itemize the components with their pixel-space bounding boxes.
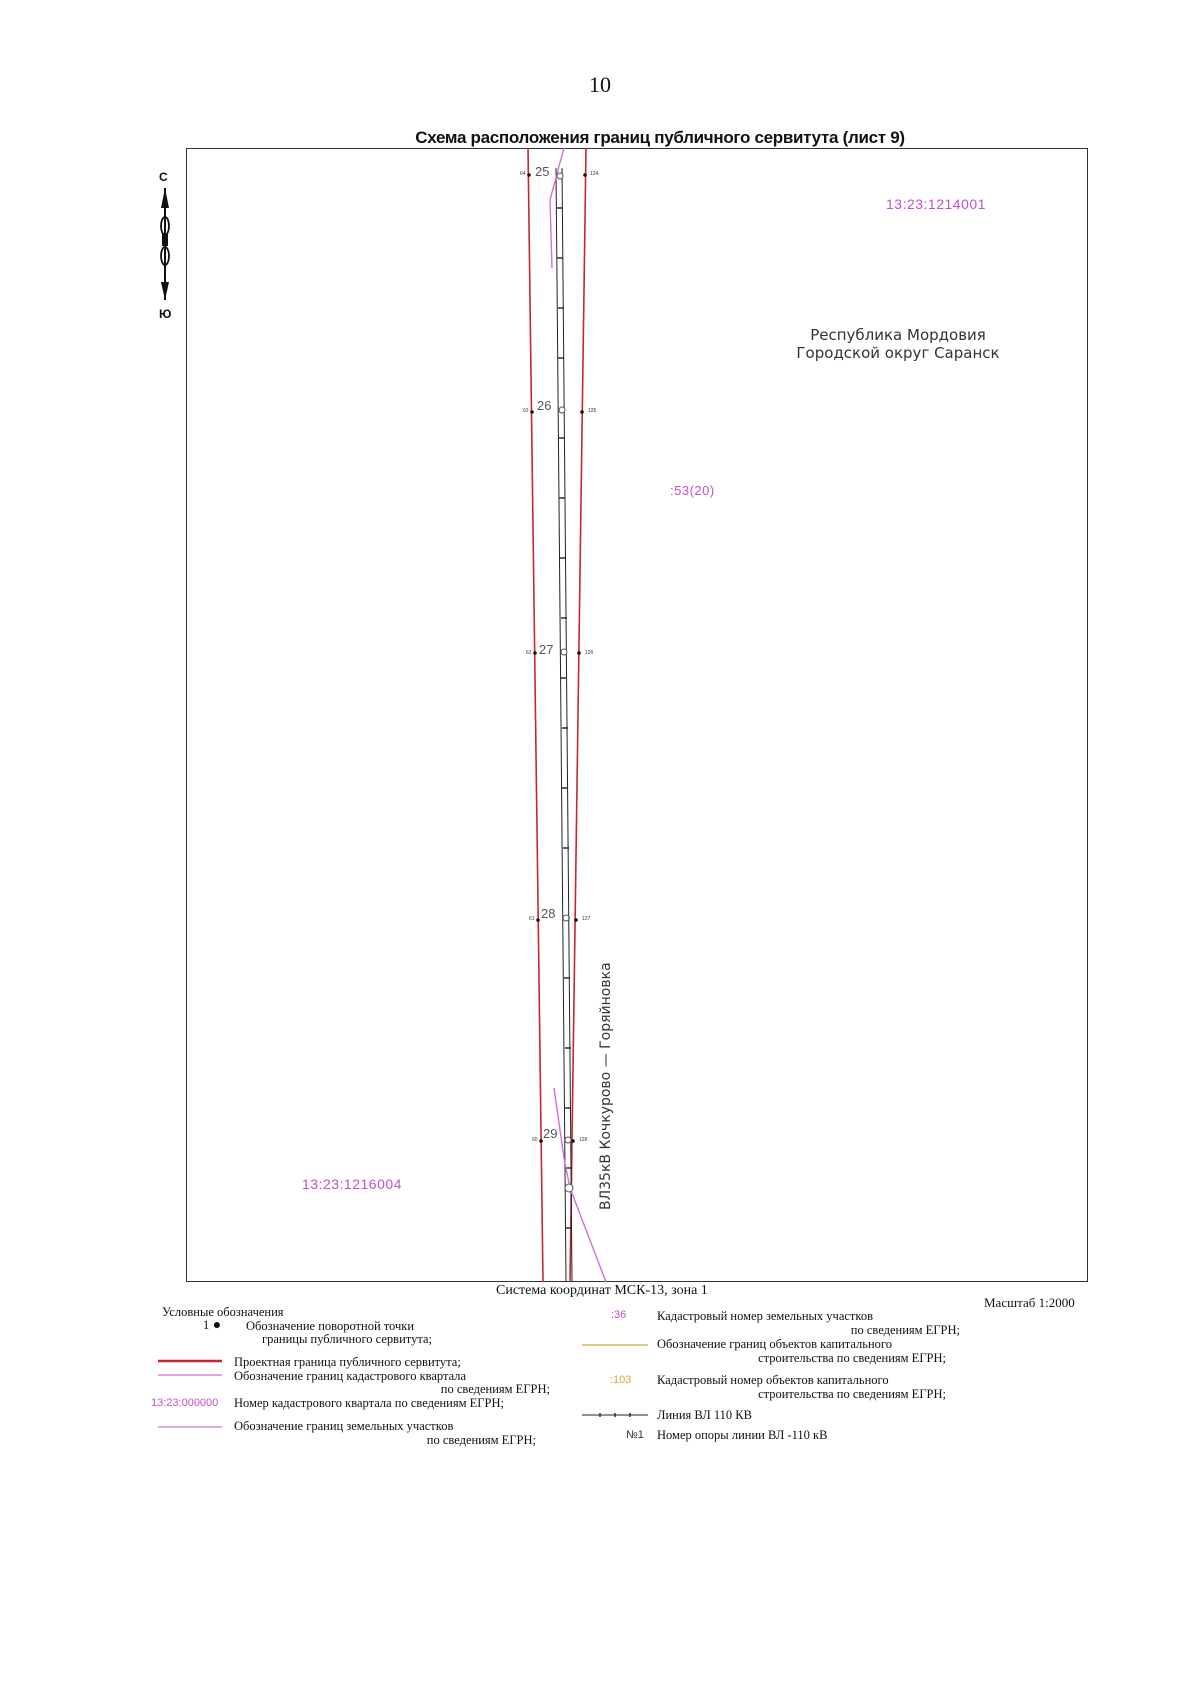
pole-number: 29 (543, 1126, 558, 1141)
boundary-point-label: 128 (579, 1137, 588, 1143)
legend-quarter-boundary-2: по сведениям ЕГРН; (440, 1382, 550, 1396)
legend-power-line: Линия ВЛ 110 КВ (657, 1408, 752, 1422)
coordinate-system: Система координат МСК-13, зона 1 (496, 1283, 708, 1298)
boundary-point-label: 125 (588, 408, 597, 414)
legend-power-line-icon (582, 1412, 648, 1418)
legend-point-text-2: границы публичного сервитута; (262, 1332, 432, 1346)
legend-parcel-line-icon (158, 1425, 222, 1429)
compass-arrow-icon (150, 186, 180, 304)
legend-parcel-number-2: по сведениям ЕГРН; (850, 1323, 960, 1337)
legend-capital-line-icon (582, 1343, 648, 1347)
legend-capital-number-symbol: :103 (610, 1374, 632, 1386)
map-title: Схема расположения границ публичного сервитута (лист 9) (415, 128, 905, 147)
legend-capital-boundary: Обозначение границ объектов капитального (657, 1337, 892, 1351)
legend-quarter-number-symbol: 13:23:000000 (151, 1397, 219, 1409)
power-line-wire-b (562, 168, 572, 1282)
legend-pole-number: Номер опоры линии ВЛ -110 кВ (657, 1428, 828, 1442)
boundary-point-label: 62 (526, 650, 532, 656)
north-label: С (159, 170, 168, 184)
legend-quarter-line-icon (158, 1373, 222, 1377)
legend-parcel-number-symbol: :36 (611, 1309, 627, 1321)
power-line-label: ВЛ35кВ Кочкурово — Горяйновка (598, 962, 614, 1210)
cadastral-quarter-label: 13:23:1216004 (302, 1176, 402, 1192)
legend-capital-number-2: строительства по сведениям ЕГРН; (758, 1387, 946, 1401)
boundary-point-label: 64 (520, 171, 526, 177)
legend-project-boundary: Проектная граница публичного сервитута; (234, 1355, 461, 1369)
legend-capital-boundary-2: строительства по сведениям ЕГРН; (758, 1351, 946, 1365)
pole-number: 26 (537, 398, 552, 413)
page-number: 10 (589, 72, 611, 97)
servitude-boundary-left (528, 148, 543, 1282)
pole-number: 27 (539, 642, 554, 657)
boundary-point-label: 124 (590, 171, 599, 177)
pole-markers (557, 173, 573, 1192)
south-label: Ю (159, 307, 172, 321)
boundary-point-label: 61 (529, 916, 535, 922)
map-drawing (186, 148, 1088, 1282)
legend-parcel-number: Кадастровый номер земельных участков (657, 1309, 873, 1323)
legend-quarter-boundary: Обозначение границ кадастрового квартала (234, 1369, 467, 1383)
boundary-point-label: 127 (582, 916, 591, 922)
servitude-boundary-right (570, 148, 586, 1282)
cadastral-quarter-label: 13:23:1214001 (886, 196, 986, 212)
district-name: Городской округ Саранск (796, 344, 1000, 362)
pole-number: 25 (535, 164, 550, 179)
legend-title: Условные обозначения (162, 1305, 284, 1319)
legend-point-text: Обозначение поворотной точки (246, 1319, 415, 1333)
parcel-number-label: :53(20) (670, 483, 715, 498)
boundary-point-label: 63 (523, 408, 529, 414)
legend-quarter-number: Номер кадастрового квартала по сведениям ЕГРН; (234, 1396, 504, 1410)
legend-parcel-boundary-2: по сведениям ЕГРН; (426, 1433, 536, 1447)
legend-parcel-boundary: Обозначение границ земельных участков (234, 1419, 454, 1433)
legend-point-symbol: 1 ● (203, 1318, 222, 1333)
region-name: Республика Мордовия (810, 326, 986, 344)
boundary-point-label: 60 (532, 1137, 538, 1143)
legend-servitude-line-icon (158, 1358, 222, 1364)
map-scale: Масштаб 1:2000 (984, 1295, 1075, 1310)
legend-capital-number: Кадастровый номер объектов капитального (657, 1373, 889, 1387)
boundary-point-label: 126 (585, 650, 594, 656)
pole-number: 28 (541, 906, 556, 921)
legend-pole-number-symbol: №1 (626, 1429, 644, 1441)
